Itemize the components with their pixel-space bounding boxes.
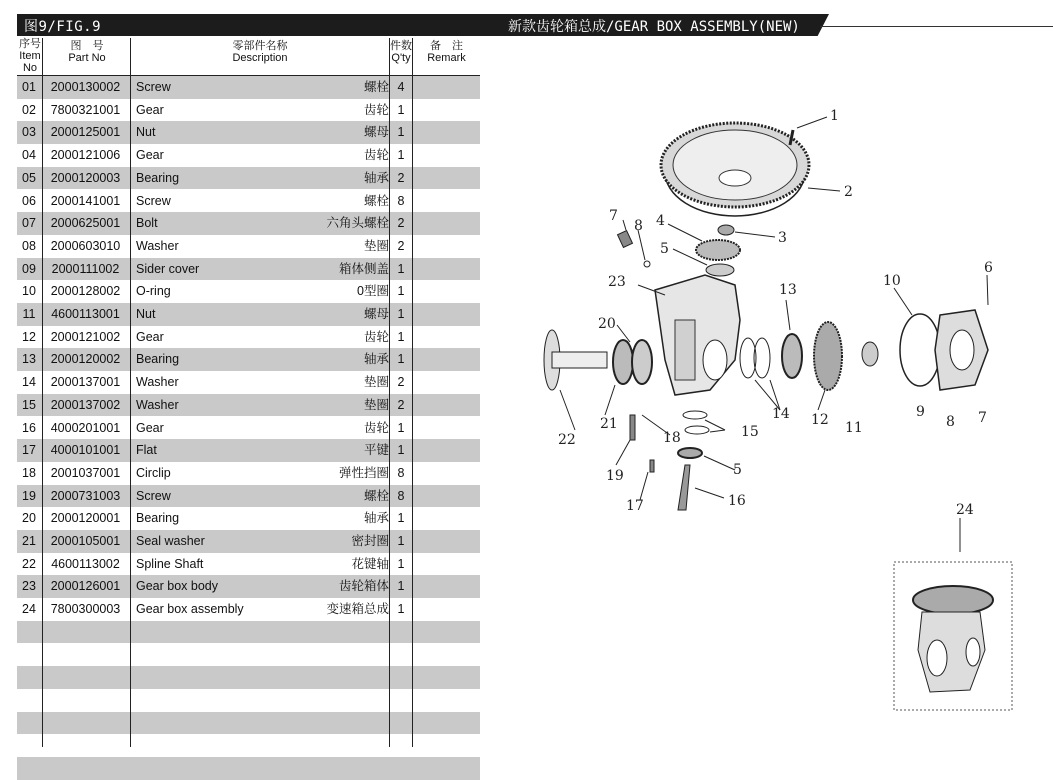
quantity: 1	[397, 102, 405, 117]
table-row	[17, 258, 480, 281]
ring-gear-drawing	[661, 123, 809, 216]
callout-7b: 7	[978, 410, 987, 426]
description-en: Washer	[136, 397, 179, 412]
col-header-desc: 零部件名称 Description	[232, 40, 288, 64]
nut-drawing	[718, 225, 734, 235]
table-row	[17, 439, 480, 462]
quantity: 8	[397, 465, 405, 480]
quantity: 1	[397, 443, 405, 458]
bearing-drawing	[782, 334, 802, 378]
description-en: Nut	[136, 125, 156, 140]
callout-6: 6	[984, 260, 993, 276]
quantity: 8	[397, 193, 405, 208]
washer-drawing	[685, 426, 709, 434]
nut-drawing	[862, 342, 878, 366]
description-en: Flat	[136, 443, 157, 458]
description-cn: 轴承	[363, 352, 389, 367]
callout-17: 17	[626, 498, 644, 514]
item-number: 11	[22, 307, 36, 321]
description-cn: 齿轮箱体	[338, 579, 389, 594]
description-en: Gear	[136, 102, 164, 117]
figure-label: 图9/FIG.9	[24, 19, 102, 35]
description-en: O-ring	[136, 284, 171, 299]
part-number: 2000121006	[50, 148, 121, 163]
table-row	[17, 712, 480, 735]
washer-drawing	[644, 261, 650, 267]
col-header-remark: 备 注 Remark	[427, 40, 466, 64]
callout-1: 1	[830, 108, 839, 124]
table-row	[17, 417, 480, 440]
bearing-drawing	[613, 340, 633, 384]
quantity: 1	[397, 420, 405, 435]
description-cn: 六角头螺栓	[326, 216, 389, 231]
divider	[42, 38, 43, 747]
item-number: 04	[22, 148, 36, 163]
table-row	[17, 212, 480, 235]
item-number: 24	[22, 602, 36, 617]
description-en: Screw	[136, 80, 171, 94]
callout-11: 11	[845, 420, 863, 436]
description-cn: 垫圈	[363, 375, 389, 390]
part-number: 2000128002	[50, 284, 121, 299]
quantity: 1	[397, 511, 405, 526]
item-number: 21	[22, 534, 36, 548]
quantity: 2	[397, 375, 405, 390]
bevel-gear-drawing	[814, 322, 842, 390]
col-header-part: 图 号 Part No	[68, 40, 106, 64]
callout-13: 13	[779, 282, 797, 298]
table-row	[17, 235, 480, 258]
item-number: 15	[22, 397, 36, 412]
callout-14: 14	[772, 406, 790, 422]
quantity: 2	[397, 238, 405, 253]
description-cn: 轴承	[363, 170, 389, 185]
description-en: Bearing	[136, 352, 180, 367]
item-number: 18	[22, 465, 36, 480]
table-row	[17, 144, 480, 167]
part-number: 2000731003	[50, 488, 121, 503]
table-row	[17, 507, 480, 530]
callout-8: 8	[634, 218, 643, 234]
table-row	[17, 575, 480, 598]
part-number: 4600113001	[51, 307, 120, 321]
part-number: 7800321001	[50, 102, 121, 117]
item-number: 12	[22, 329, 36, 344]
description-cn: 螺栓	[363, 488, 389, 503]
part-number: 2000137001	[50, 375, 121, 390]
callout-23: 23	[608, 274, 626, 290]
quantity: 1	[397, 534, 405, 548]
table-row	[17, 462, 480, 485]
table-row	[17, 734, 480, 757]
quantity: 1	[397, 579, 405, 594]
description-cn: 齿轮	[363, 148, 389, 163]
quantity: 1	[397, 284, 405, 299]
item-number: 07	[22, 216, 36, 231]
item-number: 10	[22, 284, 36, 299]
callout-19: 19	[606, 468, 624, 484]
callout-4: 4	[656, 213, 665, 229]
part-number: 2000121002	[50, 329, 121, 344]
description-cn: 齿轮	[363, 420, 389, 435]
description-cn: 弹性挡圈	[338, 465, 389, 480]
callout-5: 5	[660, 241, 669, 257]
table-row	[17, 371, 480, 394]
description-en: Bearing	[136, 170, 180, 185]
description-en: Washer	[136, 375, 179, 390]
description-en: Screw	[136, 193, 171, 208]
callout-22: 22	[558, 432, 576, 448]
divider	[17, 75, 480, 76]
table-row	[17, 666, 480, 689]
quantity: 1	[397, 148, 405, 163]
part-number: 2000120003	[50, 170, 121, 185]
callout-24: 24	[956, 502, 974, 518]
description-cn: 平键	[363, 443, 389, 458]
description-cn: 螺母	[363, 307, 389, 321]
table-row	[17, 190, 480, 213]
description-cn: 变速箱总成	[326, 602, 389, 617]
pinion-gear-drawing	[696, 240, 740, 260]
part-number: 2000125001	[50, 125, 121, 140]
description-cn: 垫圈	[363, 397, 389, 412]
item-number: 13	[22, 352, 36, 367]
callout-2: 2	[844, 184, 853, 200]
item-number: 16	[22, 420, 36, 435]
table-row	[17, 76, 480, 99]
quantity: 2	[397, 170, 405, 185]
table-row	[17, 348, 480, 371]
bearing-drawing	[706, 264, 734, 276]
item-number: 20	[22, 511, 36, 526]
screw-drawing	[630, 415, 635, 440]
quantity: 1	[397, 307, 405, 321]
part-number: 2000141001	[50, 193, 121, 208]
item-number: 19	[22, 488, 36, 503]
description-cn: 0型圈	[357, 284, 389, 299]
callout-8b: 8	[946, 414, 955, 430]
part-number: 2000120001	[50, 511, 121, 526]
table-row	[17, 99, 480, 122]
item-number: 23	[22, 579, 36, 594]
table-row	[17, 757, 480, 780]
part-number: 2000137002	[50, 397, 121, 412]
quantity: 2	[397, 397, 405, 412]
description-cn: 箱体侧盖	[338, 261, 389, 276]
header-rule	[820, 26, 1053, 27]
description-en: Circlip	[136, 465, 171, 480]
seal-drawing	[632, 340, 652, 384]
description-en: Spline Shaft	[136, 556, 204, 571]
item-number: 22	[22, 556, 36, 571]
table-row	[17, 121, 480, 144]
callout-3: 3	[778, 230, 787, 246]
part-number: 2000111002	[51, 261, 120, 276]
callout-21: 21	[600, 416, 618, 432]
quantity: 2	[397, 216, 405, 231]
item-number: 09	[22, 261, 36, 276]
description-cn: 齿轮	[363, 102, 389, 117]
description-en: Bearing	[136, 511, 180, 526]
callout-16: 16	[728, 493, 746, 509]
table-row	[17, 621, 480, 644]
table-row	[17, 553, 480, 576]
description-en: Gear	[136, 329, 164, 344]
quantity: 1	[397, 602, 405, 617]
col-header-qty: 件数 Q'ty	[390, 40, 412, 64]
part-number: 4000201001	[50, 420, 121, 435]
item-number: 08	[22, 238, 36, 253]
item-number: 02	[22, 102, 36, 117]
description-en: Sider cover	[136, 261, 200, 276]
item-number: 01	[22, 80, 36, 94]
table-row	[17, 598, 480, 621]
description-en: Washer	[136, 238, 179, 253]
description-en: Nut	[136, 307, 156, 321]
callout-20: 20	[598, 316, 616, 332]
quantity: 1	[397, 556, 405, 571]
exploded-diagram	[490, 60, 1050, 720]
description-cn: 螺栓	[363, 193, 389, 208]
pinion-shaft-drawing	[678, 465, 690, 510]
table-row	[17, 280, 480, 303]
table-row	[17, 394, 480, 417]
callout-15: 15	[741, 424, 759, 440]
flat-key-drawing	[650, 460, 654, 472]
description-en: Screw	[136, 488, 171, 503]
quantity: 1	[397, 329, 405, 344]
table-row	[17, 644, 480, 667]
description-cn: 齿轮	[363, 329, 389, 344]
part-number: 2000126001	[50, 579, 121, 594]
table-row	[17, 167, 480, 190]
table-row	[17, 326, 480, 349]
description-cn: 密封圈	[351, 534, 389, 548]
description-en: Gear box assembly	[136, 602, 244, 617]
part-number: 7800300003	[50, 602, 121, 617]
divider	[389, 38, 390, 747]
divider	[130, 38, 131, 747]
description-en: Gear	[136, 420, 164, 435]
item-number: 03	[22, 125, 36, 140]
callout-10: 10	[883, 273, 901, 289]
table-row	[17, 689, 480, 712]
quantity: 1	[397, 261, 405, 276]
callout-12: 12	[811, 412, 829, 428]
page-title: 新款齿轮箱总成/GEAR BOX ASSEMBLY(NEW)	[508, 19, 800, 35]
item-number: 14	[22, 375, 36, 390]
description-cn: 轴承	[363, 511, 389, 526]
table-row	[17, 303, 480, 326]
spline-shaft-drawing	[544, 330, 607, 390]
description-cn: 垫圈	[363, 238, 389, 253]
quantity: 8	[397, 488, 405, 503]
quantity: 1	[397, 352, 405, 367]
washer-drawing	[683, 411, 707, 419]
part-number: 4000101001	[50, 443, 121, 458]
item-number: 17	[22, 443, 36, 458]
description-en: Gear	[136, 148, 164, 163]
description-cn: 螺母	[363, 125, 389, 140]
table-row	[17, 485, 480, 508]
description-en: Seal washer	[136, 534, 205, 548]
part-number: 2000130002	[50, 80, 121, 94]
callout-9: 9	[916, 404, 925, 420]
part-number: 2000105001	[50, 534, 121, 548]
description-cn: 螺栓	[363, 80, 389, 94]
callout-7: 7	[609, 208, 618, 224]
callout-18: 18	[663, 430, 681, 446]
o-ring-drawing	[900, 314, 940, 386]
part-number: 2000120002	[50, 352, 121, 367]
part-number: 2001037001	[50, 465, 121, 480]
quantity: 4	[397, 80, 405, 94]
item-number: 05	[22, 170, 36, 185]
callout-5b: 5	[733, 462, 742, 478]
description-en: Bolt	[136, 216, 158, 231]
part-number: 4600113002	[51, 556, 120, 571]
bearing-drawing	[678, 448, 702, 458]
part-number: 2000625001	[50, 216, 121, 231]
col-header-item: 序号 Item No	[19, 38, 41, 74]
divider	[412, 38, 413, 747]
quantity: 1	[397, 125, 405, 140]
description-cn: 花键轴	[351, 556, 389, 571]
table-row	[17, 530, 480, 553]
part-number: 2000603010	[50, 238, 121, 253]
item-number: 06	[22, 193, 36, 208]
gearbox-body-drawing	[655, 275, 740, 395]
bolt-drawing	[618, 231, 633, 248]
description-en: Gear box body	[136, 579, 218, 594]
